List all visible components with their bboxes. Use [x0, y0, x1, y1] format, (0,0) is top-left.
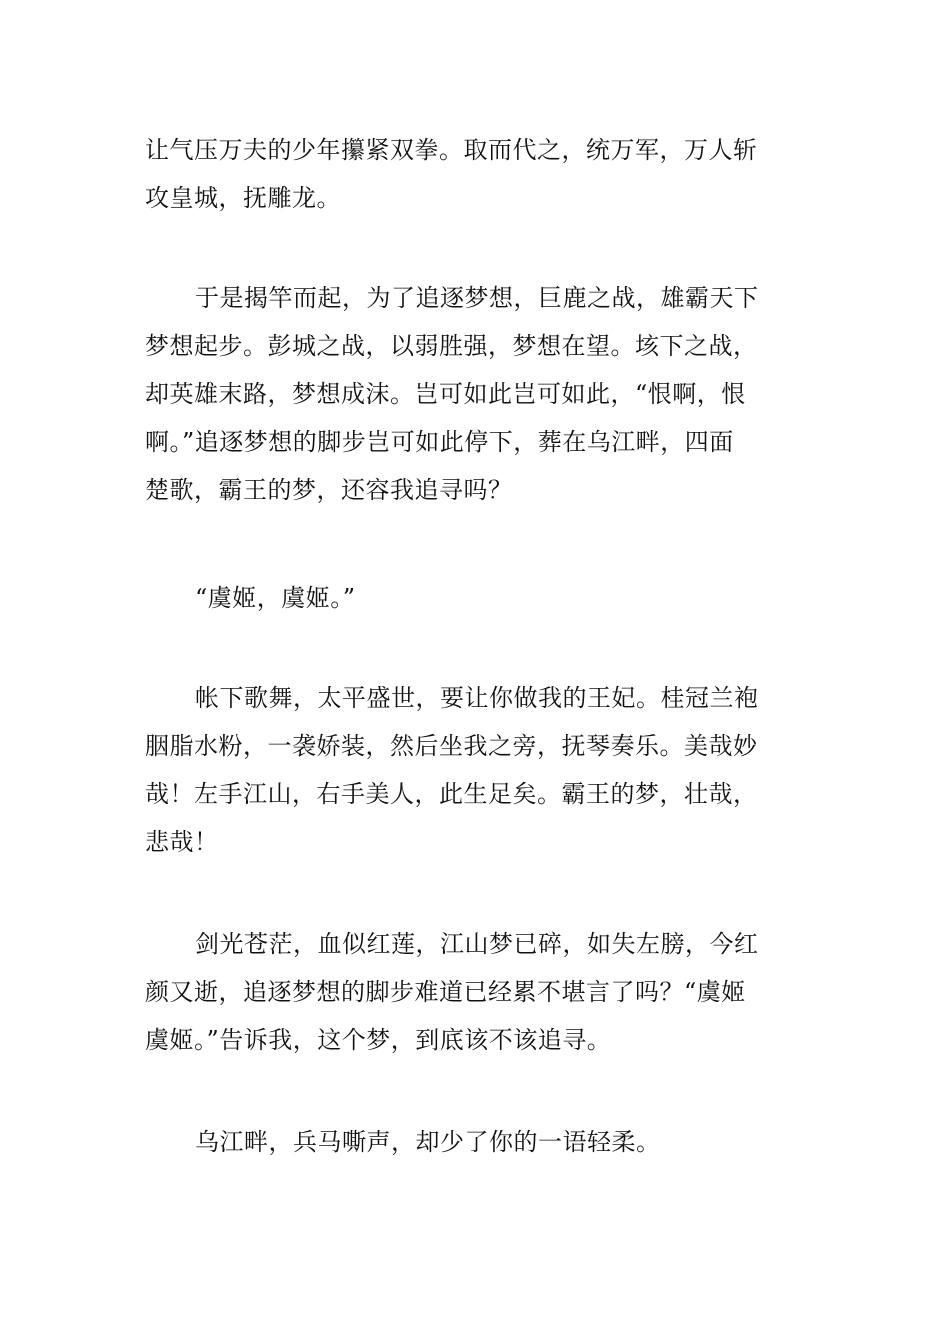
paragraph-2	[145, 274, 810, 514]
paragraph-4	[145, 674, 810, 866]
text-line: 帐下歌舞，太平盛世，要让你做我的王妃。桂冠兰袍	[195, 684, 759, 712]
text-line: 颜又逝，追逐梦想的脚步难道已经累不堪言了吗？“虞姬	[145, 978, 746, 1006]
paragraph-3	[145, 574, 810, 622]
text-line: 虞姬。”告诉我，这个梦，到底该不该追寻。	[145, 1026, 612, 1054]
text-line: 胭脂水粉，一袭娇装，然后坐我之旁，抚琴奏乐。美哉妙	[145, 732, 758, 760]
text-line: “虞姬，虞姬。”	[195, 584, 356, 612]
text-line: 梦想起步。彭城之战，以弱胜强，梦想在望。垓下之战，	[145, 332, 758, 360]
text-line: 楚歌，霸王的梦，还容我追寻吗？	[145, 476, 513, 504]
text-line: 于是揭竿而起，为了追逐梦想，巨鹿之战，雄霸天下	[195, 284, 759, 312]
text-line: 攻皇城，抚雕龙。	[145, 184, 341, 212]
text-line: 剑光苍茫，血似红莲，江山梦已碎，如失左膀，今红	[195, 930, 759, 958]
text-line: 悲哉！	[145, 828, 219, 856]
paragraph-6	[145, 1118, 810, 1166]
text-line: 哉！左手江山，右手美人，此生足矣。霸王的梦，壮哉，	[145, 780, 758, 808]
text-line: 却英雄末路，梦想成沫。岂可如此岂可如此，“恨啊，恨	[145, 380, 746, 408]
paragraph-1	[145, 126, 810, 222]
text-line: 乌江畔，兵马嘶声，却少了你的一语轻柔。	[195, 1128, 661, 1156]
text-line: 让气压万夫的少年攥紧双拳。取而代之，统万军，万人斩	[145, 136, 758, 164]
text-line: 啊。”追逐梦想的脚步岂可如此停下，葬在乌江畔，四面	[145, 428, 734, 456]
paragraph-5	[145, 920, 810, 1064]
